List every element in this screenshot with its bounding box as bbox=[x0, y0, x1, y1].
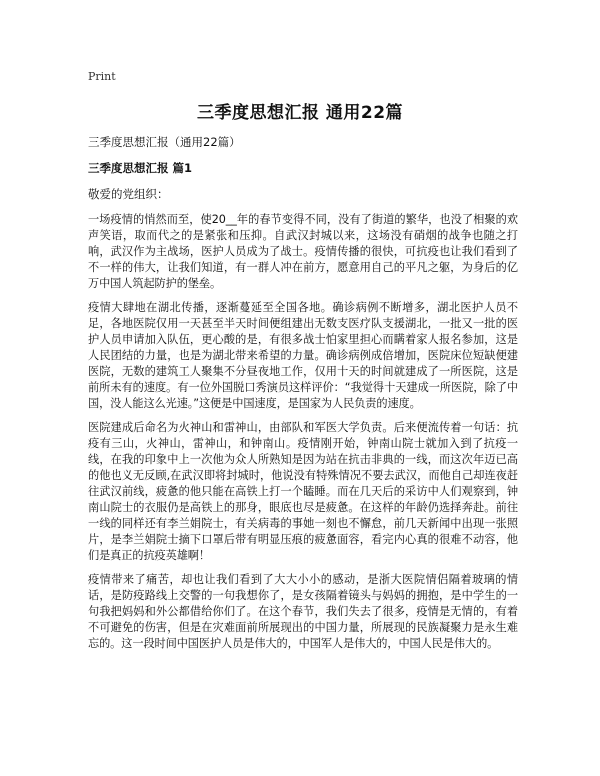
document-subtitle: 三季度思想汇报（通用22篇） bbox=[88, 135, 241, 149]
paragraph: 疫情大肆地在湖北传播，逐渐蔓延至全国各地。确诊病例不断增多，湖北医护人员不足，各地医院仅用一天甚至半天时间便组建出无数支医疗队支援湖北，一批又一批的医护人员申请加入队伍，更心酸的是，有很多战士怕家里担心而瞒着家人报名参加，这是人民团结的力量，也是为湖北带来希望的力量。确诊病例成倍增加，医院床位短缺便建医院，无数的建筑工人聚集不分昼夜地工作，仅用十天的时间就建成了一所医院，这是前所未有的速度。有一位外国脱口秀演员这样评价：“我觉得十天建成一所医院，除了中国，没人能这么光速。”这便是中国速度，是国家为人民负责的速度。 bbox=[88, 301, 518, 410]
paragraph: 疫情带来了痛苦，却也让我们看到了大大小小的感动，是浙大医院情侣隔着玻璃的情话，是防疫路线上交警的一句我想你了，是女孩隔着镜头与妈妈的拥抱，是中学生的一句我把妈妈和外公都借给你们了。在这个春节，我们失去了很多，疫情是无情的，有着不可避免的伤害，但是在灾难面前所展现出的中国力量，所展现的民族凝聚力是永生难忘的。这一段时间中国医护人员是伟大的，中国军人是伟大的，中国人民是伟大的。 bbox=[88, 573, 518, 650]
greeting: 敬爱的党组织： bbox=[88, 187, 169, 201]
document-body bbox=[88, 134, 518, 660]
paragraph: 一场疫情的悄然而至，使20__年的春节变得不同，没有了街道的繁华，也没了相聚的欢声笑语，取而代之的是紧张和压抑。自武汉封城以来，这场没有硝烟的战争也随之打响，武汉作为主战场，医护人员成为了战士。疫情传播的很快，可抗疫也让我们看到了不一样的伟大，让我们知道，有一群人冲在前方，愿意用自己的平凡之躯，为身后的亿万中国人筑起防护的堡垒。 bbox=[88, 213, 518, 290]
page-title: 三季度思想汇报 通用22篇 bbox=[196, 103, 404, 123]
section-heading: 三季度思想汇报 篇1 bbox=[88, 161, 193, 175]
paragraph: 医院建成后命名为火神山和雷神山，由部队和军医大学负责。后来便流传着一句话：抗疫有三山，火神山，雷神山，和钟南山。疫情刚开始，钟南山院士就加入到了抗疫一线，在我的印象中上一次他为众人所熟知是因为站在抗击非典的一线，而这次年迈已高的他也义无反顾,在武汉即将封城时，他说没有特殊情况不要去武汉，而他自己却连夜赶往武汉前线，疲惫的他只能在高铁上打一个瞌睡。而在几天后的采访中人们观察到，钟南山院士的衣服仍是高铁上的那身，眼底也尽是疲惫。在这样的年龄仍选择奔赴。前往一线的同样还有李兰娟院士，有关病毒的事她一刻也不懈怠，前几天新闻中出现一张照片，是李兰娟院士摘下口罩后带有明显压痕的疲惫面容，看完内心真的很难不动容，他们是真正的抗疫英雄啊！ bbox=[88, 421, 518, 562]
print-link[interactable]: Print bbox=[88, 70, 116, 83]
